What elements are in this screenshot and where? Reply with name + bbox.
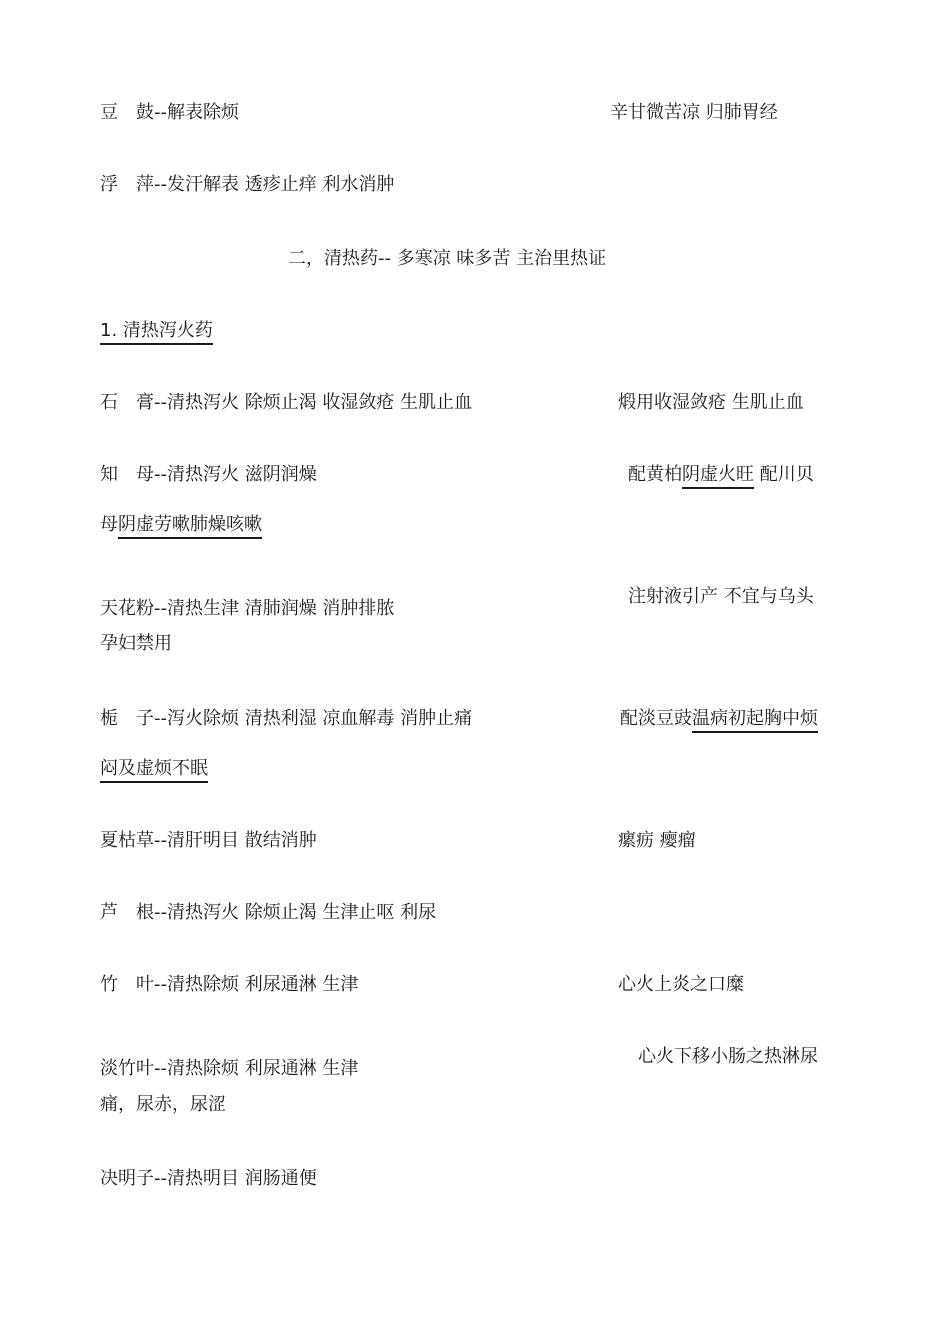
entry-tianhuafen: 天花粉--清热生津 清肺润燥 消肿排脓 (100, 598, 395, 619)
entry-shigao: 石 膏--清热泻火 除烦止渴 收湿敛疮 生肌止血 (100, 392, 473, 413)
entry-tianhuafen-line2: 孕妇禁用 (100, 633, 172, 654)
entry-douchi-note: 辛甘微苦凉 归肺胃经 (610, 102, 778, 123)
entry-zhuye: 竹 叶--清热除烦 利尿通淋 生津 (100, 974, 359, 995)
entry-shigao-note: 煅用收湿敛疮 生肌止血 (618, 392, 804, 413)
entry-zhimu-note-post: 配川贝 (754, 464, 814, 485)
entry-zhimu: 知 母--清热泻火 滋阴润燥 (100, 464, 317, 485)
subsection-heading-text: 1. 清热泻火药 (100, 320, 213, 345)
entry-zhimu-line2 (100, 513, 262, 537)
entry-zhizi-note (620, 707, 818, 731)
entry-zhizi-line2-underlined: 闷及虚烦不眠 (100, 758, 208, 783)
entry-juemingzi: 决明子--清热明目 润肠通便 (100, 1168, 317, 1189)
entry-danzhuye-line2: 痛，尿赤，尿涩 (100, 1094, 226, 1115)
entry-lugen: 芦 根--清热泻火 除烦止渴 生津止呕 利尿 (100, 902, 437, 923)
section-heading: 二，清热药-- 多寒凉 味多苦 主治里热证 (288, 248, 607, 269)
entry-zhimu-note (628, 463, 814, 487)
entry-zhuye-note: 心火上炎之口糜 (618, 974, 744, 995)
entry-zhimu-note-underlined: 阴虚火旺 (682, 464, 754, 489)
entry-douchi: 豆 鼓--解表除烦 (100, 102, 239, 123)
entry-danzhuye-note: 心火下移小肠之热淋尿 (638, 1046, 818, 1067)
entry-tianhuafen-note: 注射液引产 不宜与乌头 (628, 586, 814, 607)
entry-fuping: 浮 萍--发汗解表 透疹止痒 利水消肿 (100, 174, 395, 195)
entry-xiakucao: 夏枯草--清肝明目 散结消肿 (100, 830, 317, 851)
entry-zhizi-note-underlined: 温病初起胸中烦 (692, 708, 818, 733)
entry-zhizi: 栀 子--泻火除烦 清热利湿 凉血解毒 消肿止痛 (100, 708, 473, 729)
entry-zhimu-line2-underlined: 阴虚劳嗽肺燥咳嗽 (118, 514, 262, 539)
entry-zhimu-note-pre: 配黄柏 (628, 464, 682, 485)
entry-zhizi-line2 (100, 757, 208, 781)
entry-zhizi-note-pre: 配淡豆豉 (620, 708, 692, 729)
entry-xiakucao-note: 瘰疬 瘿瘤 (618, 830, 696, 851)
entry-zhimu-line2-pre: 母 (100, 514, 118, 535)
subsection-heading (100, 319, 213, 343)
entry-danzhuye: 淡竹叶--清热除烦 利尿通淋 生津 (100, 1058, 359, 1079)
